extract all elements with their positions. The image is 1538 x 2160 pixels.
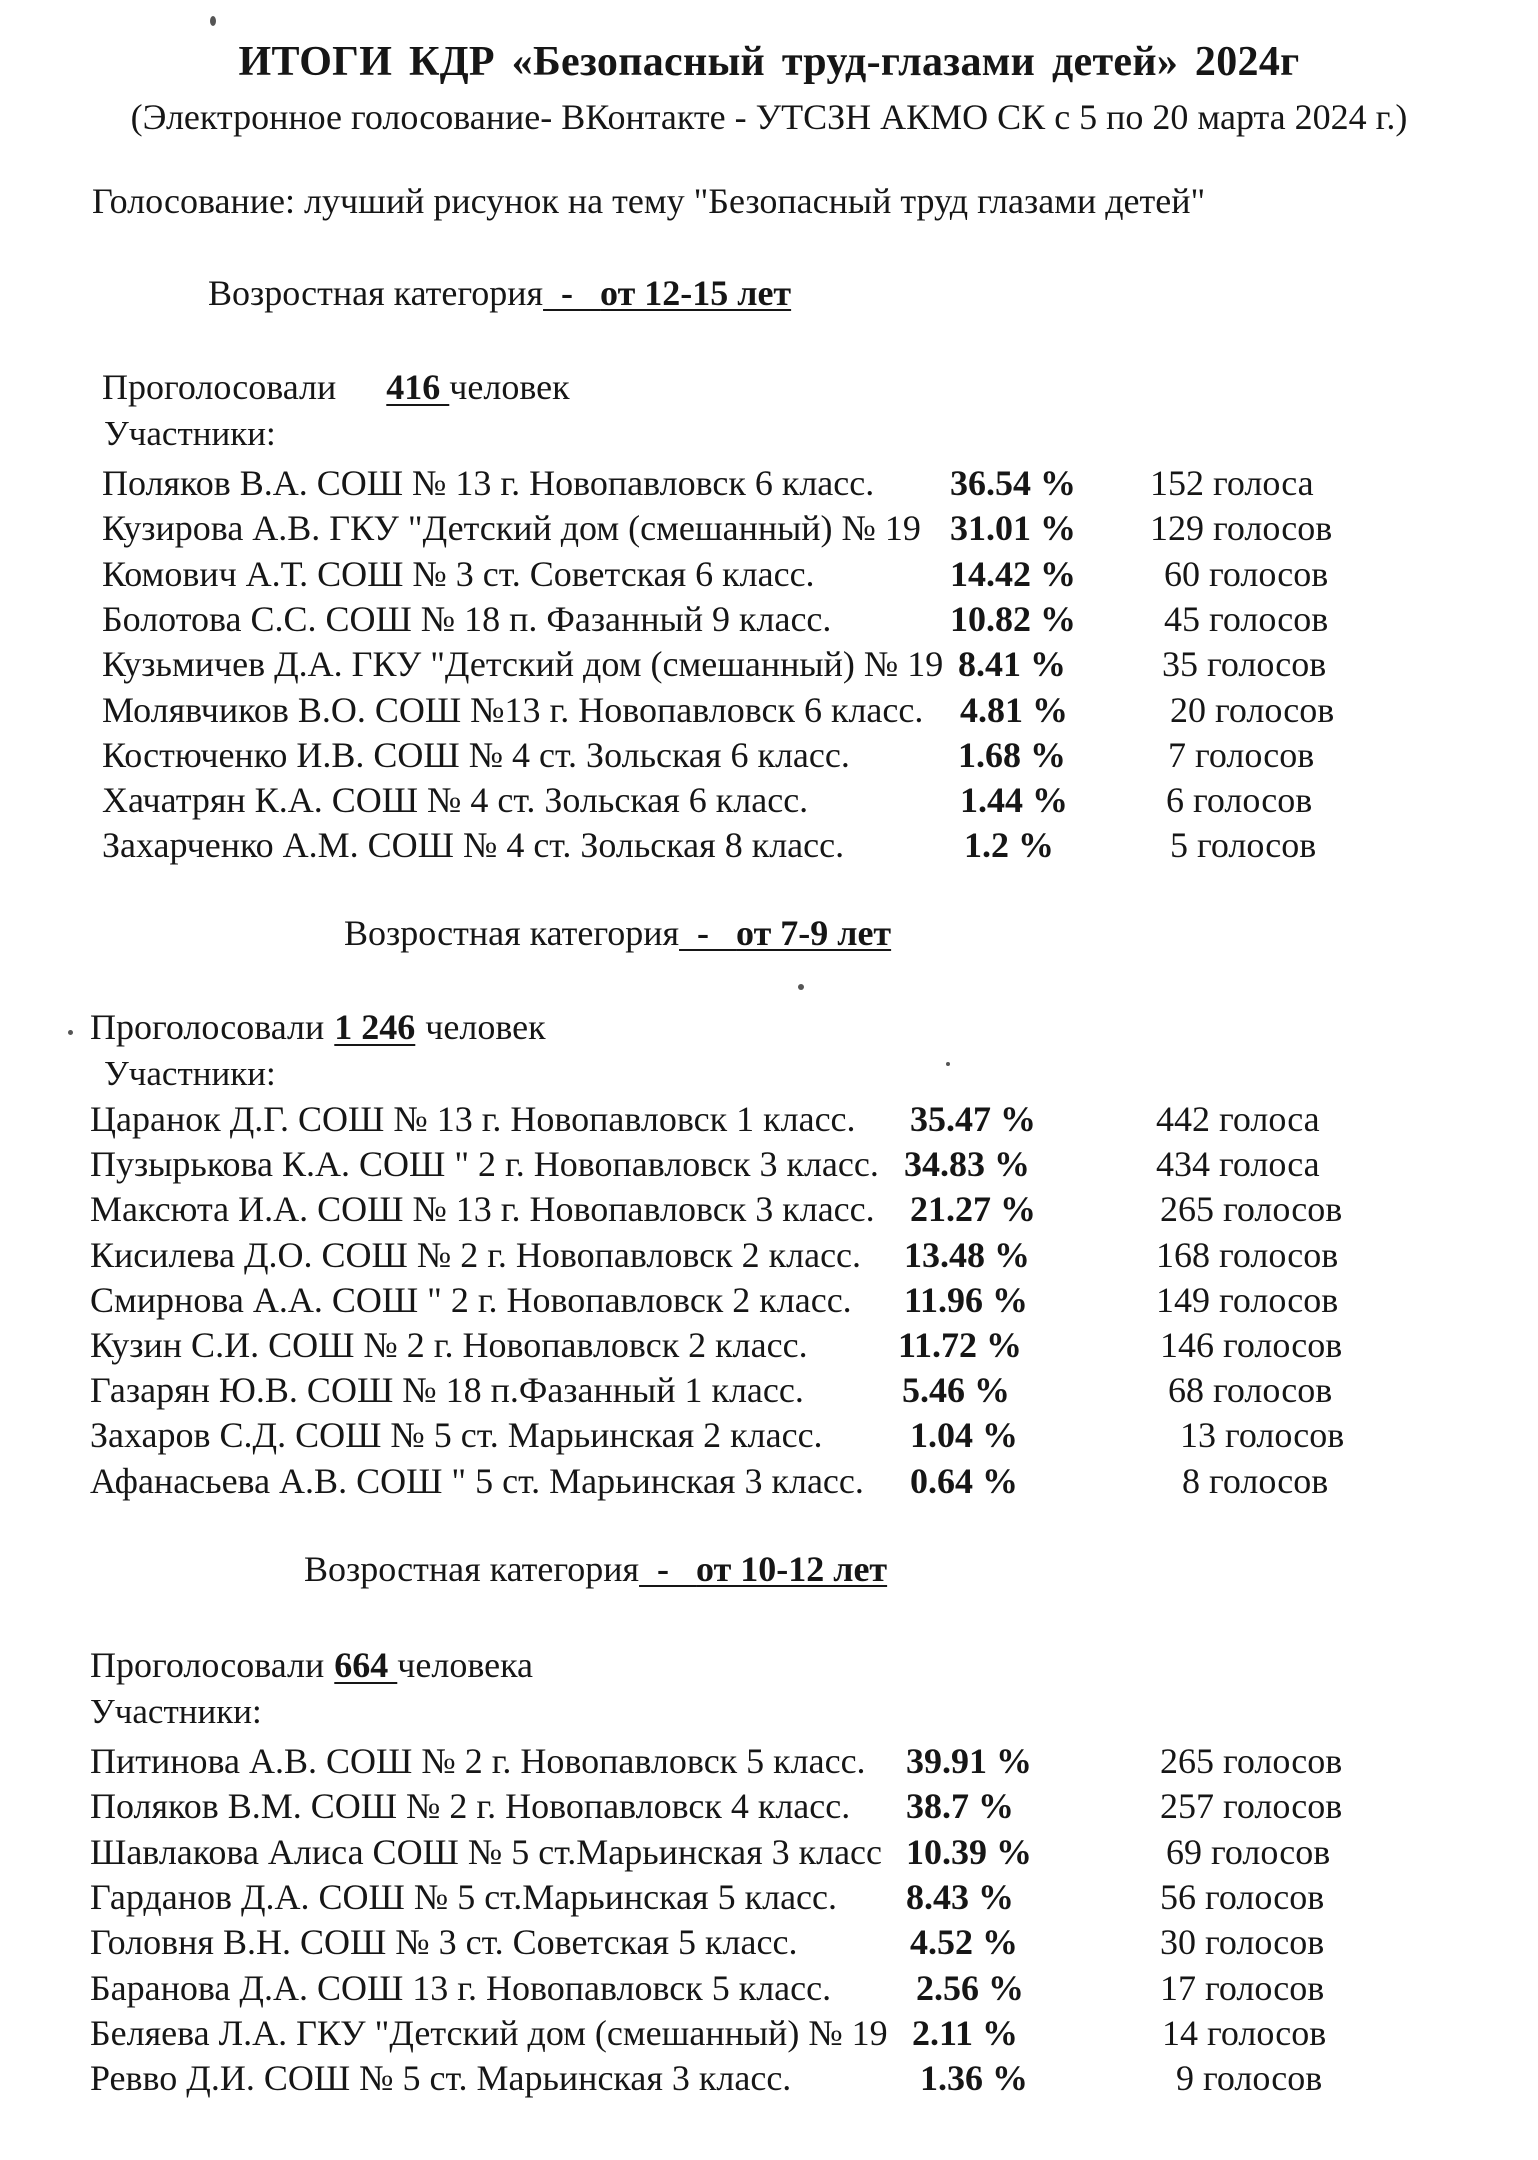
section-2-voted — [90, 1006, 546, 1048]
participant-percent: 2.11 % — [912, 2013, 1019, 2053]
participant-name: Смирнова А.А. СОШ " 2 г. Новопавловск 2 класс. — [90, 1280, 852, 1320]
participant-row — [102, 734, 1502, 778]
participant-name: Молявчиков В.О. СОШ №13 г. Новопавловск 6 класс. — [102, 690, 924, 730]
participant-percent: 1.2 % — [964, 825, 1054, 865]
section-1-voted — [102, 366, 570, 408]
category-dash: - — [639, 1549, 697, 1589]
category-range: от 12-15 лет — [600, 273, 792, 313]
participant-name: Кузин С.И. СОШ № 2 г. Новопавловск 2 класс. — [90, 1325, 808, 1365]
voted-count: 1 246 — [334, 1007, 416, 1047]
participant-percent: 8.43 % — [906, 1877, 1014, 1917]
participant-votes: 14 голосов — [1162, 2013, 1327, 2053]
participant-votes: 17 голосов — [1160, 1968, 1325, 2008]
participant-votes: 45 голосов — [1164, 599, 1329, 639]
participant-row — [102, 462, 1502, 506]
participant-row — [90, 1369, 1490, 1413]
participant-votes: 8 голосов — [1182, 1461, 1329, 1501]
category-label: Возростная категория — [344, 913, 680, 953]
participant-row — [90, 1460, 1490, 1504]
participant-percent: 4.52 % — [910, 1922, 1018, 1962]
participant-percent: 11.72 % — [898, 1325, 1023, 1365]
voted-label: Проголосовали — [102, 367, 337, 407]
participant-row — [102, 598, 1502, 642]
scan-speck — [68, 1030, 73, 1035]
category-dash: - — [679, 913, 737, 953]
voted-suffix: человека — [397, 1645, 534, 1685]
category-dash: - — [543, 273, 601, 313]
participant-votes: 56 голосов — [1160, 1877, 1325, 1917]
participant-votes: 5 голосов — [1170, 825, 1317, 865]
participant-name: Афанасьева А.В. СОШ " 5 ст. Марьинская 3 класс. — [90, 1461, 864, 1501]
participant-row — [90, 1921, 1490, 1965]
participant-percent: 31.01 % — [950, 508, 1076, 548]
participant-name: Баранова Д.А. СОШ 13 г. Новопавловск 5 класс. — [90, 1968, 832, 2008]
participant-row — [90, 1740, 1490, 1784]
section-1-participants-label: Участники: — [104, 414, 276, 453]
participant-votes: 434 голоса — [1156, 1144, 1320, 1184]
participant-row — [90, 1414, 1490, 1458]
poll-topic: Голосование: лучший рисунок на тему "Безопасный труд глазами детей" — [92, 181, 1206, 221]
participant-percent: 11.96 % — [904, 1280, 1029, 1320]
participant-percent: 1.36 % — [920, 2058, 1028, 2098]
participant-percent: 1.44 % — [960, 780, 1068, 820]
participant-name: Максюта И.А. СОШ № 13 г. Новопавловск 3 класс. — [90, 1189, 875, 1229]
participant-percent: 1.68 % — [958, 735, 1066, 775]
participant-row — [90, 1098, 1490, 1142]
participant-name: Захаров С.Д. СОШ № 5 ст. Марьинская 2 класс. — [90, 1415, 823, 1455]
participant-votes: 68 голосов — [1168, 1370, 1333, 1410]
voted-count: 416 — [386, 367, 450, 407]
participant-votes: 152 голоса — [1150, 463, 1314, 503]
participant-votes: 265 голосов — [1160, 1741, 1343, 1781]
participant-votes: 149 голосов — [1156, 1280, 1339, 1320]
section-2-participants-label: Участники: — [104, 1054, 276, 1093]
participant-name: Ревво Д.И. СОШ № 5 ст. Марьинская 3 класс. — [90, 2058, 792, 2098]
participant-votes: 168 голосов — [1156, 1235, 1339, 1275]
scan-speck — [798, 984, 804, 990]
participant-row — [90, 1785, 1490, 1829]
participant-name: Царанок Д.Г. СОШ № 13 г. Новопавловск 1 класс. — [90, 1099, 856, 1139]
voted-label: Проголосовали — [90, 1007, 325, 1047]
participant-row — [102, 553, 1502, 597]
voted-suffix: человек — [449, 367, 570, 407]
section-2-category — [344, 912, 891, 954]
voted-count: 664 — [334, 1645, 398, 1685]
participant-votes: 20 голосов — [1170, 690, 1335, 730]
participant-name: Кузьмичев Д.А. ГКУ "Детский дом (смешанный) № 19 — [102, 644, 944, 684]
participant-name: Гарданов Д.А. СОШ № 5 ст.Марьинская 5 класс. — [90, 1877, 837, 1917]
scan-speck — [210, 16, 216, 26]
participant-row — [90, 2057, 1490, 2101]
participant-row — [90, 1324, 1490, 1368]
participant-percent: 4.81 % — [960, 690, 1068, 730]
participant-percent: 14.42 % — [950, 554, 1076, 594]
participant-votes: 60 голосов — [1164, 554, 1329, 594]
participant-name: Комович А.Т. СОШ № 3 ст. Советская 6 класс. — [102, 554, 815, 594]
participant-votes: 129 голосов — [1150, 508, 1333, 548]
section-3-participants-label: Участники: — [90, 1692, 262, 1731]
participant-row — [102, 507, 1502, 551]
participant-name: Газарян Ю.В. СОШ № 18 п.Фазанный 1 класс. — [90, 1370, 804, 1410]
participant-votes: 6 голосов — [1166, 780, 1313, 820]
participant-votes: 9 голосов — [1176, 2058, 1323, 2098]
participant-row — [90, 1143, 1490, 1187]
participant-votes: 7 голосов — [1168, 735, 1315, 775]
participant-percent: 35.47 % — [910, 1099, 1036, 1139]
category-range: от 10-12 лет — [696, 1549, 888, 1589]
participant-percent: 0.64 % — [910, 1461, 1018, 1501]
participant-row — [102, 779, 1502, 823]
participant-percent: 5.46 % — [902, 1370, 1010, 1410]
participant-votes: 35 голосов — [1162, 644, 1327, 684]
participant-row — [90, 1279, 1490, 1323]
participant-votes: 30 голосов — [1160, 1922, 1325, 1962]
participant-name: Костюченко И.В. СОШ № 4 ст. Зольская 6 класс. — [102, 735, 850, 775]
participant-votes: 13 голосов — [1180, 1415, 1345, 1455]
participant-row — [90, 1831, 1490, 1875]
section-3-category — [304, 1548, 887, 1590]
participant-name: Кузирова А.В. ГКУ "Детский дом (смешанный) № 19 — [102, 508, 921, 548]
participant-name: Питинова А.В. СОШ № 2 г. Новопавловск 5 класс. — [90, 1741, 866, 1781]
participant-row — [90, 1876, 1490, 1920]
participant-votes: 442 голоса — [1156, 1099, 1320, 1139]
participant-percent: 34.83 % — [904, 1144, 1030, 1184]
participant-votes: 146 голосов — [1160, 1325, 1343, 1365]
participant-name: Беляева Л.А. ГКУ "Детский дом (смешанный) № 19 — [90, 2013, 888, 2053]
category-label: Возростная категория — [304, 1549, 640, 1589]
participant-percent: 8.41 % — [958, 644, 1066, 684]
participant-row — [90, 1188, 1490, 1232]
section-3-voted — [90, 1644, 533, 1686]
voted-label: Проголосовали — [90, 1645, 325, 1685]
participant-name: Головня В.Н. СОШ № 3 ст. Советская 5 класс. — [90, 1922, 798, 1962]
participant-percent: 10.39 % — [906, 1832, 1032, 1872]
section-1-category — [208, 272, 791, 314]
participant-name: Шавлакова Алиса СОШ № 5 ст.Марьинская 3 класс — [90, 1832, 883, 1872]
document-title: ИТОГИ КДР «Безопасный труд-глазами детей» 2024г — [238, 39, 1300, 85]
participant-name: Поляков В.М. СОШ № 2 г. Новопавловск 4 класс. — [90, 1786, 851, 1826]
participant-row — [90, 1234, 1490, 1278]
participant-percent: 38.7 % — [906, 1786, 1014, 1826]
participant-percent: 39.91 % — [906, 1741, 1032, 1781]
participant-name: Поляков В.А. СОШ № 13 г. Новопавловск 6 класс. — [102, 463, 875, 503]
participant-votes: 265 голосов — [1160, 1189, 1343, 1229]
participant-row — [102, 643, 1502, 687]
category-range: от 7-9 лет — [736, 913, 892, 953]
participant-row — [102, 689, 1502, 733]
participant-percent: 2.56 % — [916, 1968, 1024, 2008]
participant-row — [90, 1967, 1490, 2011]
participant-votes: 257 голосов — [1160, 1786, 1343, 1826]
participant-name: Хачатрян К.А. СОШ № 4 ст. Зольская 6 класс. — [102, 780, 809, 820]
participant-percent: 10.82 % — [950, 599, 1076, 639]
voted-suffix: человек — [425, 1007, 546, 1047]
participant-percent: 36.54 % — [950, 463, 1076, 503]
participant-name: Кисилева Д.О. СОШ № 2 г. Новопавловск 2 класс. — [90, 1235, 862, 1275]
participant-row — [90, 2012, 1490, 2056]
participant-name: Болотова С.С. СОШ № 18 п. Фазанный 9 класс. — [102, 599, 832, 639]
participant-percent: 1.04 % — [910, 1415, 1018, 1455]
participant-name: Захарченко А.М. СОШ № 4 ст. Зольская 8 класс. — [102, 825, 845, 865]
participant-name: Пузырькова К.А. СОШ " 2 г. Новопавловск 3 класс. — [90, 1144, 879, 1184]
participant-row — [102, 824, 1502, 868]
participant-votes: 69 голосов — [1166, 1832, 1331, 1872]
participant-percent: 21.27 % — [910, 1189, 1036, 1229]
scan-speck — [946, 1062, 950, 1066]
category-label: Возростная категория — [208, 273, 544, 313]
document-subtitle: (Электронное голосование- ВКонтакте - УТСЗН АКМО СК с 5 по 20 марта 2024 г.) — [130, 97, 1408, 137]
participant-percent: 13.48 % — [904, 1235, 1030, 1275]
